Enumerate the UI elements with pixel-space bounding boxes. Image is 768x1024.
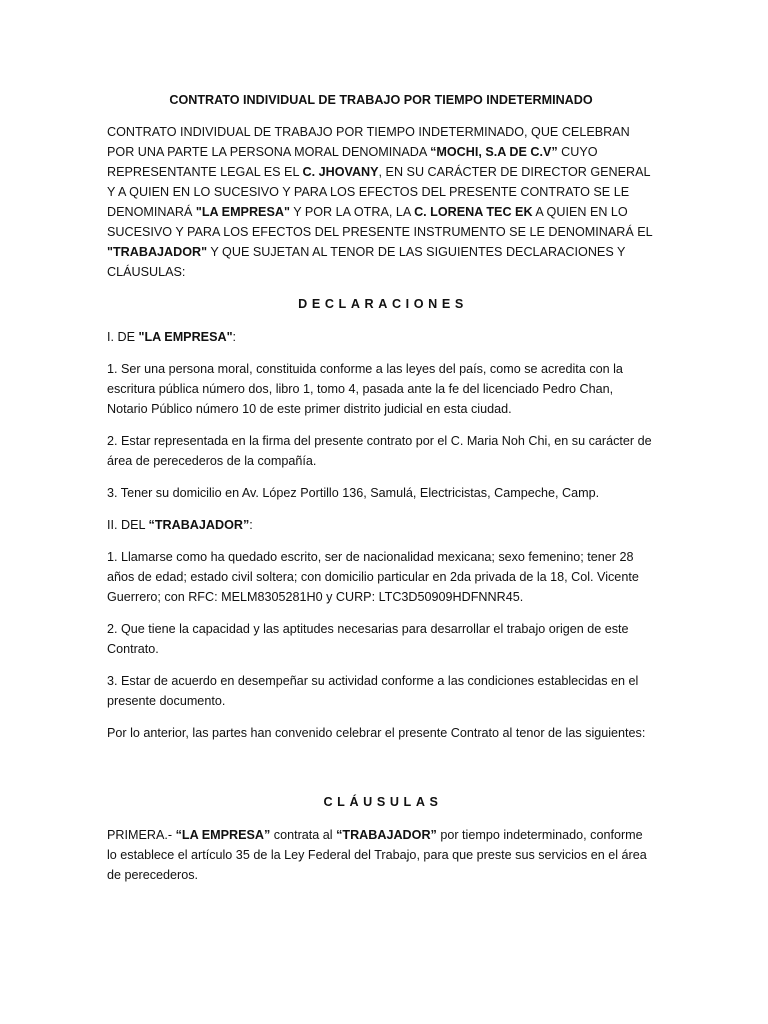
closing-statement: Por lo anterior, las partes han convenido celebrar el presente Contrato al tenor de las siguientes: <box>107 726 646 740</box>
empresa-heading <box>107 327 655 347</box>
empresa-heading-suffix: : <box>232 330 237 344</box>
intro-paragraph <box>107 122 655 282</box>
primera-text-2: contrata al <box>270 828 337 842</box>
primera-empresa-label: “LA EMPRESA” <box>175 828 271 842</box>
trabajador-label: "TRABAJADOR" <box>107 245 208 259</box>
trabajador-declaration-1: 1. Llamarse como ha quedado escrito, ser de nacionalidad mexicana; sexo femenino; tener 28 años de edad; estado civil soltera; con domicilio particular en 2da privada de la 18, Col. Vicente Guerrero; con RFC: MELM8305281H0 y CURP: LTC3D50909HDFNNR45. <box>107 550 639 604</box>
trabajador-heading-suffix: : <box>249 518 253 532</box>
intro-text-6: Y QUE SUJETAN AL TENOR DE LAS SIGUIENTES DECLARACIONES Y CLÁUSULAS: <box>107 245 626 279</box>
trabajador-declaration-2: 2. Que tiene la capacidad y las aptitudes necesarias para desarrollar el trabajo origen de este Contrato. <box>107 622 629 656</box>
declaraciones-heading: DECLARACIONES <box>298 297 468 311</box>
trabajador-heading <box>107 515 655 535</box>
trabajador-heading-prefix: II. DEL <box>107 518 149 532</box>
empresa-declaration-3: 3. Tener su domicilio en Av. López Portillo 136, Samulá, Electricistas, Campeche, Camp. <box>107 486 600 500</box>
clausula-primera <box>107 825 655 885</box>
trabajador-heading-bold: “TRABAJADOR” <box>148 518 250 532</box>
document-title: CONTRATO INDIVIDUAL DE TRABAJO POR TIEMPO INDETERMINADO <box>169 93 593 107</box>
trabajador-declaration-3: 3. Estar de acuerdo en desempeñar su actividad conforme a las condiciones establecidas en el presente documento. <box>107 674 639 708</box>
legal-representative: C. JHOVANY <box>302 165 379 179</box>
intro-text-2: CUYO REPRESENTANTE LEGAL ES EL <box>107 145 598 179</box>
empresa-label: "LA EMPRESA" <box>195 205 290 219</box>
empresa-heading-prefix: I. DE <box>107 330 139 344</box>
company-name: “MOCHI, S.A DE C.V” <box>430 145 558 159</box>
empresa-declaration-2: 2. Estar representada en la firma del presente contrato por el C. Maria Noh Chi, en su carácter de área de perecederos de la compañía. <box>107 434 652 468</box>
document-body <box>107 90 655 897</box>
intro-text-5: A QUIEN EN LO SUCESIVO Y PARA LOS EFECTOS DEL PRESENTE INSTRUMENTO SE LE DENOMINARÁ EL <box>107 205 653 239</box>
intro-text-4: Y POR LA OTRA, LA <box>289 205 415 219</box>
intro-text-3: , EN SU CARÁCTER DE DIRECTOR GENERAL Y A QUIEN EN LO SUCESIVO Y PARA LOS EFECTOS DEL PRESENTE CONTRATO SE LE DENOMINARÁ <box>107 165 651 219</box>
worker-name: C. LORENA TEC EK <box>414 205 533 219</box>
intro-text-1: CONTRATO INDIVIDUAL DE TRABAJO POR TIEMPO INDETERMINADO, QUE CELEBRAN POR UNA PARTE LA PERSONA MORAL DENOMINADA <box>107 125 630 159</box>
primera-text-3: por tiempo indeterminado, conforme lo establece el artículo 35 de la Ley Federal del Trabajo, para que preste sus servicios en el área de perecederos. <box>107 828 647 882</box>
empresa-declaration-1: 1. Ser una persona moral, constituida conforme a las leyes del país, como se acredita con la escritura pública número dos, libro 1, tomo 4, pasada ante la fe del licenciado Pedro Chan, Notario Público número 10 de este primer distrito judicial en esta ciudad. <box>107 362 623 416</box>
clausulas-heading: CLÁUSULAS <box>323 795 443 809</box>
primera-trabajador-label: “TRABAJADOR” <box>336 828 437 842</box>
empresa-heading-bold: "LA EMPRESA" <box>138 330 233 344</box>
primera-text-1: PRIMERA.- <box>107 828 176 842</box>
